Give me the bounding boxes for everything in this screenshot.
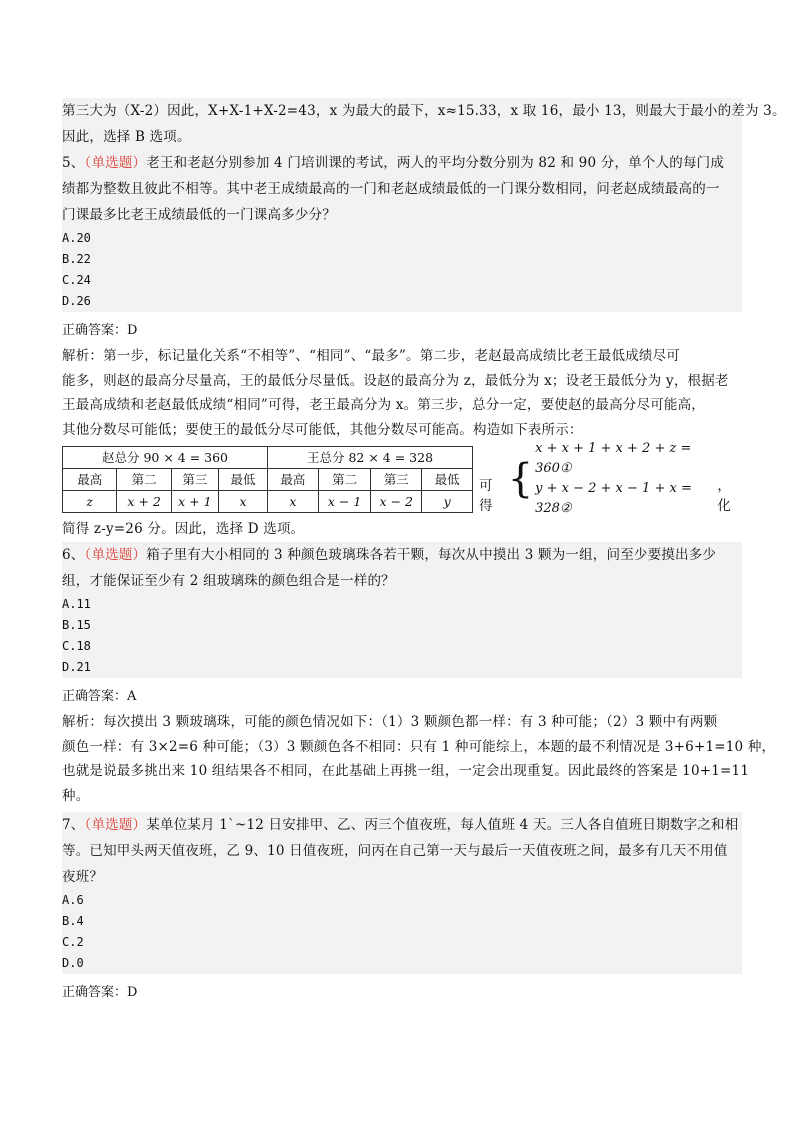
question-text: 等。已知甲头两天值夜班，乙 9、10 日值夜班，问丙在自己第一天与最后一天值夜班之间，最多有几天不用值 (62, 843, 728, 859)
option-a: A.6 (62, 893, 84, 907)
question-6 (62, 542, 742, 678)
option-a: A.20 (62, 231, 91, 245)
equations (535, 439, 715, 519)
explanation-line: 颜色一样：有 3×2=6 种可能；（3）3 颗颜色各不相同：只有 1 种可能综上，本题的最不利情况是 3+6+1=10 种， (62, 738, 776, 755)
table-header-cell: 最高 (63, 468, 117, 490)
intro-line: 第三大为（X-2）因此，X+X-1+X-2=43，x 为最大的最下，x≈15.33，x 取 16，最小 13，则最大于最小的差为 3。 (62, 103, 786, 119)
question-text: 某单位某月 1`~12 日安排甲、乙、丙三个值夜班，每人值班 4 天。三人各自值班日期数字之和相 (146, 817, 739, 833)
table-header-cell: 最低 (218, 468, 267, 490)
explanation-line: 解析：每次摸出 3 颗玻璃珠，可能的颜色情况如下：（1）3 颗颜色都一样：有 3 种可能；（2）3 颗中有两颗 (62, 714, 718, 730)
explanation-line: 也就是说最多挑出来 10 组结果各不相同，在此基础上再挑一组，一定会出现重复。因此最终的答案是 10+1=11 (62, 763, 750, 779)
correct-answer: 正确答案：D (62, 323, 138, 338)
table-value-cell: x − 2 (371, 490, 422, 512)
score-table (62, 446, 473, 513)
explanation-line: 解析：第一步，标记量化关系“不相等”、“相同”、“最多”。第二步，老赵最高成绩比老王最低成绩尽可 (62, 348, 681, 364)
table-value-cell: x − 1 (318, 490, 371, 512)
table-header-cell: 第二 (318, 468, 371, 490)
question-text: 箱子里有大小相同的 3 种颜色玻璃珠各若干颗，每次从中摸出 3 颗为一组，问至少要摸出多少 (146, 547, 717, 563)
document-page (62, 98, 786, 1006)
zhao-total-header: 赵总分 90 × 4 = 360 (63, 446, 268, 468)
table-header-cell: 第三 (171, 468, 218, 490)
hua-text: ，化 (717, 478, 731, 514)
table-value-cell: y (422, 490, 473, 512)
option-b: B.15 (62, 618, 91, 632)
intro-block (62, 98, 786, 150)
question-type-tag: （单选题） (84, 817, 147, 833)
equation-2: y + x − 2 + x − 1 + x = 328② (535, 481, 692, 516)
explanation (62, 710, 776, 808)
table-header-cell: 最低 (422, 468, 473, 490)
question-text: 老王和老赵分别参加 4 门培训课的考试，两人的平均分数分别为 82 和 90 分，单个人的每门成 (146, 155, 725, 171)
option-b: B.4 (62, 914, 84, 928)
table-value-cell: z (63, 490, 117, 512)
correct-answer: 正确答案：D (62, 985, 138, 1000)
explanation-line: 其他分数尽可能低；要使王的最低分尽可能低，其他分数尽可能高。构造如下表所示： (62, 421, 583, 438)
table-header-cell: 第三 (371, 468, 422, 490)
equation-system (479, 439, 742, 519)
question-type-tag: （单选题） (84, 547, 147, 563)
explanation-line: 能多，则赵的最高分尽量高，王的最低分尽量低。设赵的最高分为 z，最低分为 x；设老王最低分为 y，根据老 (62, 372, 729, 389)
option-d: D.21 (62, 660, 91, 674)
question-text: 绩都为整数且彼此不相等。其中老王成绩最高的一门和老赵成绩最低的一门课分数相同，问老赵成绩最高的一 (62, 181, 720, 197)
table-header-cell: 最高 (267, 468, 318, 490)
option-a: A.11 (62, 597, 91, 611)
question-stem (62, 150, 742, 176)
brace-symbol: { (507, 456, 534, 502)
option-b: B.22 (62, 252, 91, 266)
table-value-cell: x + 1 (171, 490, 218, 512)
question-5 (62, 150, 742, 312)
question-number: 5、 (62, 155, 85, 171)
intro-line: 因此，选择 B 选项。 (62, 129, 191, 145)
table-header-cell: 第二 (117, 468, 171, 490)
explanation (62, 344, 742, 442)
option-c: C.24 (62, 273, 91, 287)
explanation-conclusion: 简得 z-y=26 分。因此，选择 D 选项。 (62, 521, 305, 537)
question-type-tag: （单选题） (84, 155, 147, 171)
explanation-line: 种。 (62, 787, 90, 804)
explanation-line: 王最高成绩和老赵最低成绩“相同”可得，老王最高分为 x。第三步，总分一定，要使赵的最高分尽可能高， (62, 397, 706, 413)
table-value-cell: x (267, 490, 318, 512)
keyi-text: 可得 (479, 478, 493, 514)
question-number: 7、 (62, 817, 85, 833)
question-text: 组，才能保证至少有 2 组玻璃珠的颜色组合是一样的？ (62, 573, 395, 589)
question-7 (62, 812, 742, 974)
question-stem (62, 812, 742, 838)
question-number: 6、 (62, 547, 85, 563)
question-text: 夜班？ (62, 869, 104, 885)
wang-total-header: 王总分 82 × 4 = 328 (267, 446, 472, 468)
table-value-cell: x (218, 490, 267, 512)
option-d: D.26 (62, 294, 91, 308)
question-text: 门课最多比老王成绩最低的一门课高多少分？ (62, 207, 336, 223)
score-table-row (62, 442, 742, 516)
question-stem (62, 542, 742, 568)
correct-answer: 正确答案：A (62, 689, 137, 704)
table-value-cell: x + 2 (117, 490, 171, 512)
option-d: D.0 (62, 956, 84, 970)
equation-1: x + x + 1 + x + 2 + z = 360① (535, 441, 692, 476)
option-c: C.18 (62, 639, 91, 653)
option-c: C.2 (62, 935, 84, 949)
